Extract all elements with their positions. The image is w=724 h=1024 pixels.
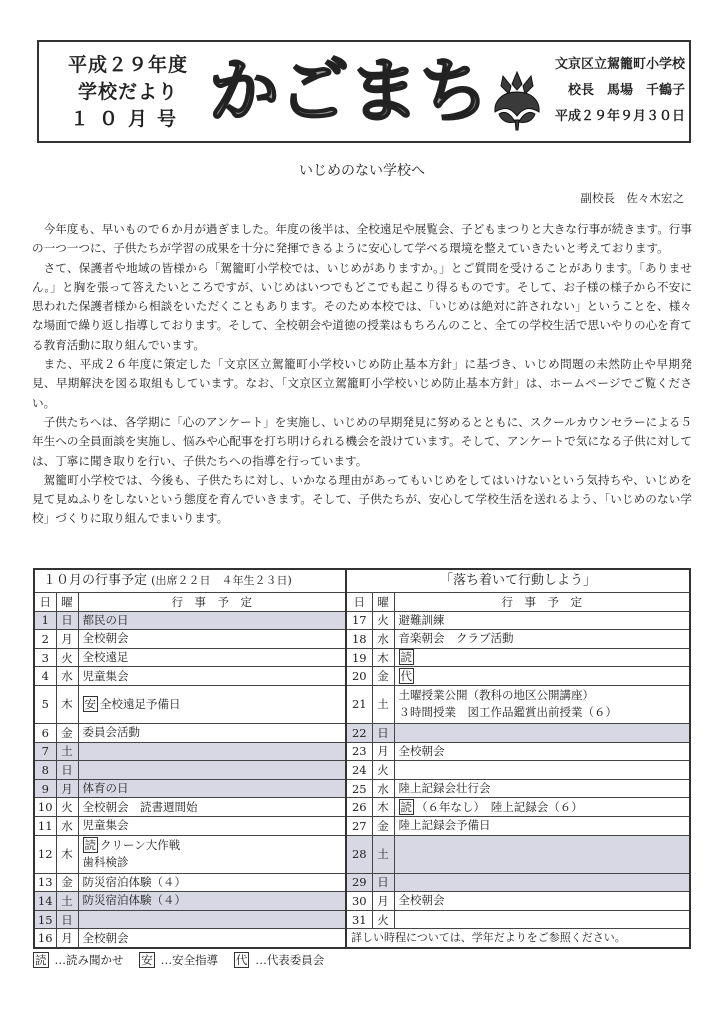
schedule-event-line bbox=[83, 874, 342, 891]
schedule-event-text: 都民の日 bbox=[82, 612, 129, 627]
schedule-day: 20 bbox=[346, 667, 372, 686]
schedule-title-cell bbox=[34, 569, 346, 593]
schedule-weekday: 火 bbox=[56, 798, 78, 817]
schedule-weekday: 日 bbox=[372, 723, 394, 742]
monthly-slogan: 「落ち着いて行動しよう」 bbox=[346, 569, 690, 593]
schedule-event bbox=[394, 685, 690, 723]
schedule-weekday: 木 bbox=[56, 835, 78, 873]
schedule-event-line bbox=[83, 817, 342, 834]
schedule-event bbox=[78, 798, 346, 817]
schedule-day: 24 bbox=[346, 761, 372, 780]
schedule-day: 8 bbox=[34, 761, 56, 780]
schedule-event bbox=[78, 611, 346, 630]
legend-text: …読み聞かせ bbox=[54, 953, 124, 967]
badge-legend bbox=[33, 952, 689, 968]
schedule-event-line bbox=[399, 668, 686, 685]
schedule-weekday: 月 bbox=[56, 929, 78, 948]
schedule-weekday: 火 bbox=[372, 611, 394, 630]
legend-text: …代表委員会 bbox=[255, 953, 325, 967]
schedule-weekday: 土 bbox=[372, 685, 394, 723]
legend-item bbox=[234, 953, 331, 967]
schedule-day: 23 bbox=[346, 742, 372, 761]
column-header-event: 行 事 予 定 bbox=[78, 593, 346, 612]
schedule-day: 14 bbox=[34, 892, 56, 911]
schedule-event bbox=[78, 667, 346, 686]
schedule-event-text: 歯科検診 bbox=[82, 855, 129, 870]
schedule-event-line bbox=[83, 649, 342, 666]
schedule-event bbox=[78, 761, 346, 780]
column-header-weekday: 曜 bbox=[56, 593, 78, 612]
schedule-event-text: ３時間授業 図工作品鑑賞出前授業（６） bbox=[398, 705, 618, 720]
schedule-event bbox=[78, 685, 346, 723]
schedule-event-line bbox=[83, 837, 342, 854]
schedule-event-line bbox=[83, 630, 342, 647]
schedule-weekday: 水 bbox=[372, 630, 394, 649]
schedule-event bbox=[394, 630, 690, 649]
schedule-row bbox=[34, 761, 690, 780]
schedule-day: 17 bbox=[346, 611, 372, 630]
schedule-event-line bbox=[83, 799, 342, 816]
legend-text: …安全指導 bbox=[160, 953, 219, 967]
column-header-day: 日 bbox=[34, 593, 56, 612]
schedule-badge: 読 bbox=[84, 838, 96, 853]
schedule-weekday: 火 bbox=[56, 648, 78, 667]
schedule-event bbox=[394, 761, 690, 780]
schedule-row bbox=[34, 892, 690, 911]
schedule-event-text: 全校朝会 bbox=[398, 743, 445, 758]
schedule-row bbox=[34, 798, 690, 817]
schedule-event bbox=[78, 779, 346, 798]
schedule-weekday: 水 bbox=[372, 779, 394, 798]
schedule-day: 30 bbox=[346, 892, 372, 911]
schedule-event-line bbox=[399, 649, 686, 666]
schedule-day: 18 bbox=[346, 630, 372, 649]
schedule-event bbox=[394, 892, 690, 911]
article-author: 副校長 佐々木宏之 bbox=[580, 191, 684, 205]
school-info bbox=[539, 52, 685, 130]
schedule-event bbox=[394, 873, 690, 892]
issue-type: 学校だより bbox=[77, 81, 178, 103]
masthead-title: かごまち bbox=[209, 50, 489, 132]
schedule-row bbox=[34, 929, 690, 948]
legend-badge: 読 bbox=[35, 953, 47, 967]
schedule-event bbox=[394, 816, 690, 835]
schedule-day: 26 bbox=[346, 798, 372, 817]
schedule-event bbox=[78, 648, 346, 667]
schedule-event-text: 土曜授業公開（教科の地区公開講座） bbox=[398, 688, 595, 703]
schedule-event-text: 防災宿泊体験（４） bbox=[82, 893, 186, 908]
schedule-event-line bbox=[399, 817, 686, 834]
schedule-event bbox=[78, 910, 346, 929]
schedule-event-text: 全校朝会 bbox=[82, 930, 129, 945]
schedule-day: 11 bbox=[34, 816, 56, 835]
schedule-weekday: 木 bbox=[56, 685, 78, 723]
schedule-weekday: 木 bbox=[372, 648, 394, 667]
schedule-row bbox=[34, 611, 690, 630]
schedule-event-line bbox=[83, 854, 342, 871]
article-paragraph: 今年度も、早いもので６か月が過ぎました。年度の後半は、全校遠足や展覧会、子どもまつりと大きな行事が続きます。行事の一つ一つに、子供たちが学習の成果を十分に発揮できるように安心して学べる環境を整えていきたいと考えております。 bbox=[32, 222, 692, 256]
schedule-event bbox=[78, 742, 346, 761]
schedule-event-line bbox=[83, 780, 342, 797]
article-title: いじめのない学校へ bbox=[299, 163, 425, 179]
schedule-weekday: 土 bbox=[372, 835, 394, 873]
schedule-event-text: 避難訓練 bbox=[398, 612, 445, 627]
schedule-day: 13 bbox=[34, 873, 56, 892]
schedule-weekday: 月 bbox=[372, 892, 394, 911]
schedule-weekday: 月 bbox=[56, 779, 78, 798]
schedule-weekday: 日 bbox=[56, 761, 78, 780]
schedule-badge: 安 bbox=[84, 696, 96, 711]
schedule-day: 4 bbox=[34, 667, 56, 686]
schedule-weekday: 水 bbox=[56, 667, 78, 686]
principal-name: 校長 馬場 千鶴子 bbox=[567, 83, 685, 98]
schedule-event bbox=[394, 648, 690, 667]
schedule-event-line bbox=[83, 668, 342, 685]
issue-year: 平成２９年度 bbox=[67, 54, 188, 76]
schedule-event bbox=[394, 835, 690, 873]
schedule-weekday: 金 bbox=[56, 723, 78, 742]
schedule-event bbox=[78, 892, 346, 911]
schedule-title-row bbox=[34, 569, 690, 593]
schedule-day: 6 bbox=[34, 723, 56, 742]
schedule-row bbox=[34, 873, 690, 892]
schedule-badge: 読 bbox=[400, 799, 413, 814]
schedule-event bbox=[78, 723, 346, 742]
schedule-event-text: 全校遠足 bbox=[82, 650, 129, 665]
schedule-event-text: 全校朝会 bbox=[82, 631, 129, 646]
schedule-weekday: 金 bbox=[372, 816, 394, 835]
schedule-row bbox=[34, 648, 690, 667]
column-header-event: 行 事 予 定 bbox=[394, 593, 690, 612]
schedule-event bbox=[394, 779, 690, 798]
schedule-row bbox=[34, 685, 690, 723]
schedule-event-text: 陸上記録会予備日 bbox=[398, 818, 491, 833]
schedule-event-line bbox=[399, 799, 686, 816]
schedule-event-text: （６年なし） 陸上記録会（６） bbox=[416, 799, 583, 814]
schedule-day: 9 bbox=[34, 779, 56, 798]
attendance-days: (出席２２日 ４年生２３日) bbox=[151, 574, 292, 587]
schedule-weekday: 木 bbox=[372, 798, 394, 817]
schedule-day: 28 bbox=[346, 835, 372, 873]
schedule-event bbox=[78, 873, 346, 892]
schedule-day: 29 bbox=[346, 873, 372, 892]
schedule-weekday: 月 bbox=[372, 742, 394, 761]
schedule-row bbox=[34, 723, 690, 742]
issue-info bbox=[53, 52, 203, 133]
schedule-badge: 代 bbox=[400, 668, 413, 683]
issue-number: １０月号 bbox=[69, 108, 186, 130]
schedule-event bbox=[78, 816, 346, 835]
schedule-day: 7 bbox=[34, 742, 56, 761]
schedule-event-text: 全校朝会 bbox=[398, 893, 445, 908]
column-header-day: 日 bbox=[346, 593, 372, 612]
schedule-event bbox=[394, 667, 690, 686]
schedule-event-text: 児童集会 bbox=[82, 668, 129, 683]
schedule-weekday: 土 bbox=[56, 742, 78, 761]
school-name: 文京区立駕籠町小学校 bbox=[554, 57, 685, 72]
schedule-row bbox=[34, 630, 690, 649]
article-paragraph: 駕籠町小学校では、今後も、子供たちに対し、いかなる理由があってもいじめをしてはいけないという気持ちや、いじめを見て見ぬふりをしないという態度を育んでいきます。そして、子供たちが、安心して学校生活を送れるよう、「いじめのない学校」づくりに取り組んでまいります。 bbox=[32, 472, 692, 526]
legend-badge: 安 bbox=[141, 953, 153, 967]
schedule-event-line bbox=[399, 780, 686, 797]
legend-badge: 代 bbox=[235, 953, 248, 967]
october-schedule-table bbox=[33, 568, 691, 949]
legend-item bbox=[33, 953, 130, 967]
schedule-event bbox=[394, 798, 690, 817]
schedule-event bbox=[78, 835, 346, 873]
schedule-day: 19 bbox=[346, 648, 372, 667]
schedule-row bbox=[34, 816, 690, 835]
schedule-weekday: 日 bbox=[56, 611, 78, 630]
article-paragraph: さて、保護者や地域の皆様から「駕籠町小学校では、いじめがありますか。」とご質問を受けることがあります。「ありません。」と胸を張って答えたいところですが、いじめはいつでもどこでも起こり得るものです。そして、お子様の様子から不安に思われた保護者様から相談をいただくこともあります。そのため本校では、「いじめは絶対に許されない」ということを、様々な場面で繰り返し指導しております。そして、全校朝会や道徳の授業はもちろんのこと、全ての学校生活で思いやりの心を育てる教育活動に取り組んでいます。 bbox=[32, 260, 692, 352]
schedule-event bbox=[394, 611, 690, 630]
schedule-event-line bbox=[83, 612, 342, 629]
schedule-event-text: 防災宿泊体験（４） bbox=[82, 874, 186, 889]
schedule-event bbox=[78, 929, 346, 948]
schedule-row bbox=[34, 779, 690, 798]
schedule-event-text: 音楽朝会 クラブ活動 bbox=[398, 631, 514, 646]
article-paragraph: また、平成２６年度に策定した「文京区立駕籠町小学校いじめ防止基本方針」に基づき、いじめ問題の未然防止や早期発見、早期解決を図る取組もしています。なお、「文京区立駕籠町小学校いじめ防止基本方針」は、ホームページでご覧ください。 bbox=[32, 357, 692, 410]
schedule-weekday: 日 bbox=[56, 910, 78, 929]
schedule-event-line bbox=[399, 687, 686, 704]
article-paragraph: 子供たちへは、各学期に「心のアンケート」を実施し、いじめの早期発見に努めるとともに、スクールカウンセラーによる５年生への全員面談を実施し、悩みや心配事を打ち明けられる機会を設けています。そして、アンケートで気になる子供に対しては、丁寧に聞き取りを行い、子供たちへの指導を行っています。 bbox=[32, 414, 692, 468]
schedule-day: 12 bbox=[34, 835, 56, 873]
schedule-event bbox=[394, 742, 690, 761]
schedule-event-line bbox=[399, 630, 686, 647]
schedule-row bbox=[34, 667, 690, 686]
schedule-row bbox=[34, 910, 690, 929]
schedule-event-text: 陸上記録会壮行会 bbox=[398, 781, 491, 796]
schedule-weekday: 日 bbox=[372, 873, 394, 892]
schedule-badge: 読 bbox=[400, 650, 413, 665]
column-header-weekday: 曜 bbox=[372, 593, 394, 612]
article-body bbox=[32, 220, 692, 529]
schedule-day: 22 bbox=[346, 723, 372, 742]
schedule-day: 1 bbox=[34, 611, 56, 630]
schedule-event bbox=[78, 630, 346, 649]
school-crest-icon bbox=[491, 70, 543, 132]
schedule-day: 15 bbox=[34, 910, 56, 929]
schedule-weekday: 月 bbox=[56, 630, 78, 649]
schedule-note: 詳しい時程については、学年だよりをご参照ください。 bbox=[346, 929, 690, 948]
schedule-event-text: 児童集会 bbox=[82, 818, 129, 833]
legend-item bbox=[139, 953, 224, 967]
schedule-event-line bbox=[399, 704, 686, 721]
schedule-event bbox=[394, 910, 690, 929]
schedule-event-line bbox=[399, 743, 686, 760]
schedule-event-line bbox=[83, 724, 342, 741]
schedule-row bbox=[34, 835, 690, 873]
schedule-day: 5 bbox=[34, 685, 56, 723]
schedule-weekday: 火 bbox=[372, 910, 394, 929]
schedule-day: 21 bbox=[346, 685, 372, 723]
issue-date: 平成２９年９月３０日 bbox=[554, 109, 685, 124]
schedule-title: １０月の行事予定 bbox=[43, 573, 148, 588]
schedule-event-text: 委員会活動 bbox=[82, 725, 140, 740]
schedule-row bbox=[34, 742, 690, 761]
schedule-day: 16 bbox=[34, 929, 56, 948]
schedule-event-text: クリーン大作戦 bbox=[100, 838, 181, 853]
schedule-header-row bbox=[34, 593, 690, 612]
schedule-event-text: 全校遠足予備日 bbox=[100, 696, 181, 711]
schedule-event-line bbox=[83, 892, 342, 909]
schedule-event-line bbox=[83, 696, 342, 713]
schedule-event bbox=[394, 723, 690, 742]
newsletter-header bbox=[37, 40, 691, 143]
schedule-weekday: 火 bbox=[372, 761, 394, 780]
schedule-day: 31 bbox=[346, 910, 372, 929]
schedule-event-line bbox=[399, 892, 686, 909]
schedule-event-line bbox=[83, 930, 342, 947]
schedule-event-text: 全校朝会 読書週間始 bbox=[82, 799, 198, 814]
schedule-day: 10 bbox=[34, 798, 56, 817]
schedule-day: 2 bbox=[34, 630, 56, 649]
schedule-event-text: 体育の日 bbox=[82, 781, 129, 796]
schedule-weekday: 金 bbox=[372, 667, 394, 686]
schedule-day: 25 bbox=[346, 779, 372, 798]
schedule-weekday: 土 bbox=[56, 892, 78, 911]
schedule-weekday: 水 bbox=[56, 816, 78, 835]
schedule-day: 3 bbox=[34, 648, 56, 667]
schedule-day: 27 bbox=[346, 816, 372, 835]
schedule-weekday: 金 bbox=[56, 873, 78, 892]
schedule-event-line bbox=[399, 612, 686, 629]
